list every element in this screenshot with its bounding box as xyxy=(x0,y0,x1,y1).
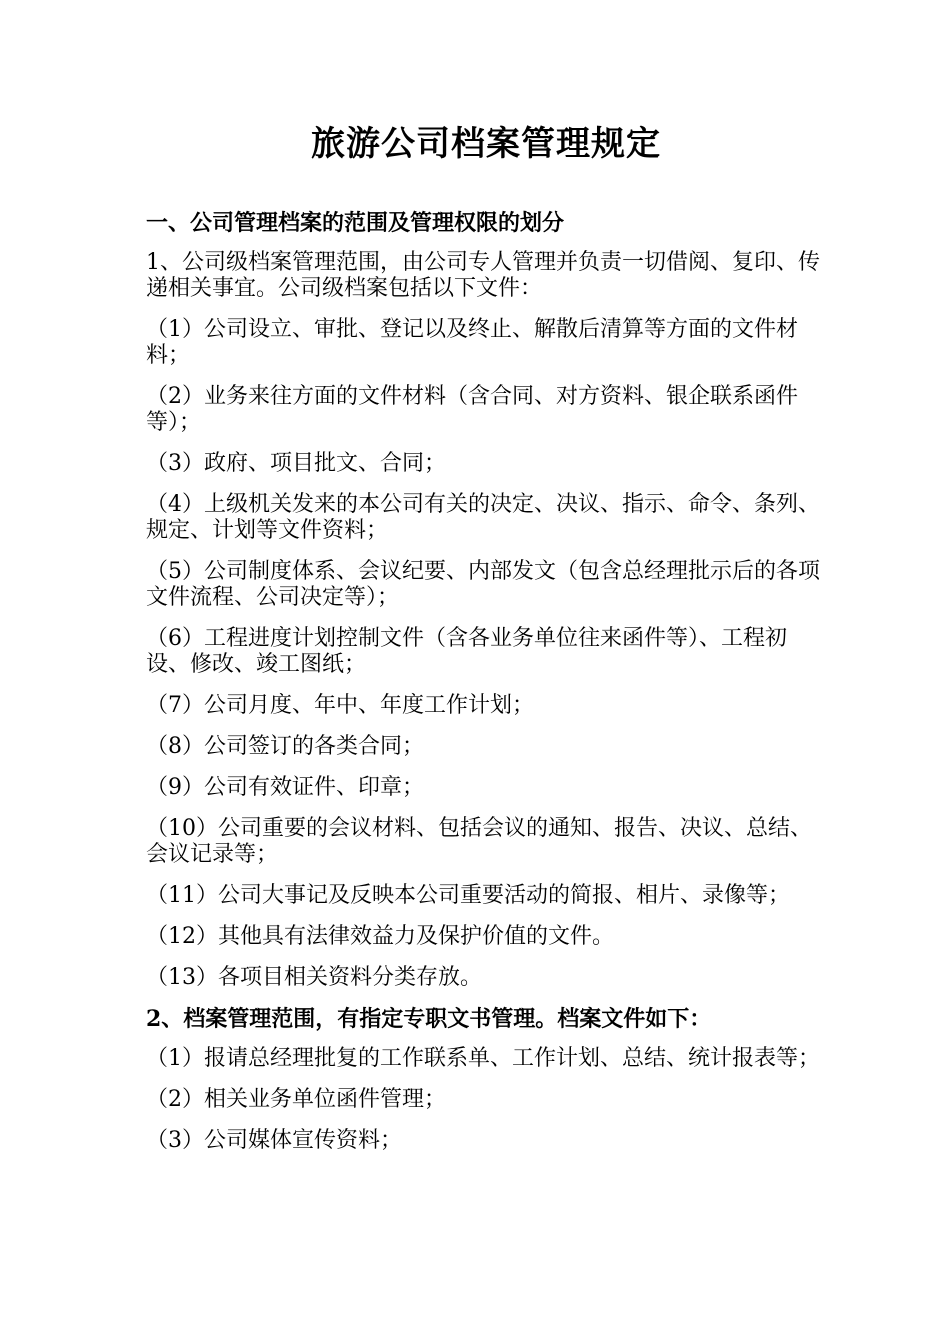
section-1-item-12: （12）其他具有法律效益力及保护价值的文件。 xyxy=(146,924,614,949)
section-1-intro: 1、公司级档案管理范围，由公司专人管理并负责一切借阅、复印、传递相关事宜。公司级档案包括以下文件： xyxy=(146,250,820,301)
section-2-item-3: （3）公司媒体宣传资料； xyxy=(146,1128,402,1153)
section-1-item-11: （11）公司大事记及反映本公司重要活动的简报、相片、录像等； xyxy=(146,883,790,908)
section-2-item-2: （2）相关业务单位函件管理； xyxy=(146,1087,446,1112)
section-1-item-5: （5）公司制度体系、会议纪要、内部发文（包含总经理批示后的各项文件流程、公司决定等）； xyxy=(146,559,820,610)
section-1-item-8: （8）公司签订的各类合同； xyxy=(146,734,424,759)
section-1-item-3: （3）政府、项目批文、合同； xyxy=(146,451,446,476)
section-1-heading: 一、公司管理档案的范围及管理权限的划分 xyxy=(146,210,565,236)
section-1-item-7: （7）公司月度、年中、年度工作计划； xyxy=(146,693,534,718)
section-1-item-9: （9）公司有效证件、印章； xyxy=(146,775,424,800)
section-2-heading: 2、档案管理范围，有指定专职文书管理。档案文件如下： xyxy=(146,1006,712,1032)
section-1-item-10: （10）公司重要的会议材料、包括会议的通知、报告、决议、总结、会议记录等； xyxy=(146,816,812,867)
section-2-item-1: （1）报请总经理批复的工作联系单、工作计划、总结、统计报表等； xyxy=(146,1046,820,1071)
section-1-item-4: （4）上级机关发来的本公司有关的决定、决议、指示、命令、条列、规定、计划等文件资料； xyxy=(146,492,820,543)
section-1-item-6: （6）工程进度计划控制文件（含各业务单位往来函件等）、工程初设、修改、竣工图纸； xyxy=(146,626,787,677)
section-1-item-2: （2）业务来往方面的文件材料（含合同、对方资料、银企联系函件等）； xyxy=(146,384,798,435)
document-page xyxy=(146,118,826,1169)
document-title: 旅游公司档案管理规定 xyxy=(311,124,661,164)
section-1-item-13: （13）各项目相关资料分类存放。 xyxy=(146,965,482,990)
section-1-item-1: （1）公司设立、审批、登记以及终止、解散后清算等方面的文件材料； xyxy=(146,317,798,368)
